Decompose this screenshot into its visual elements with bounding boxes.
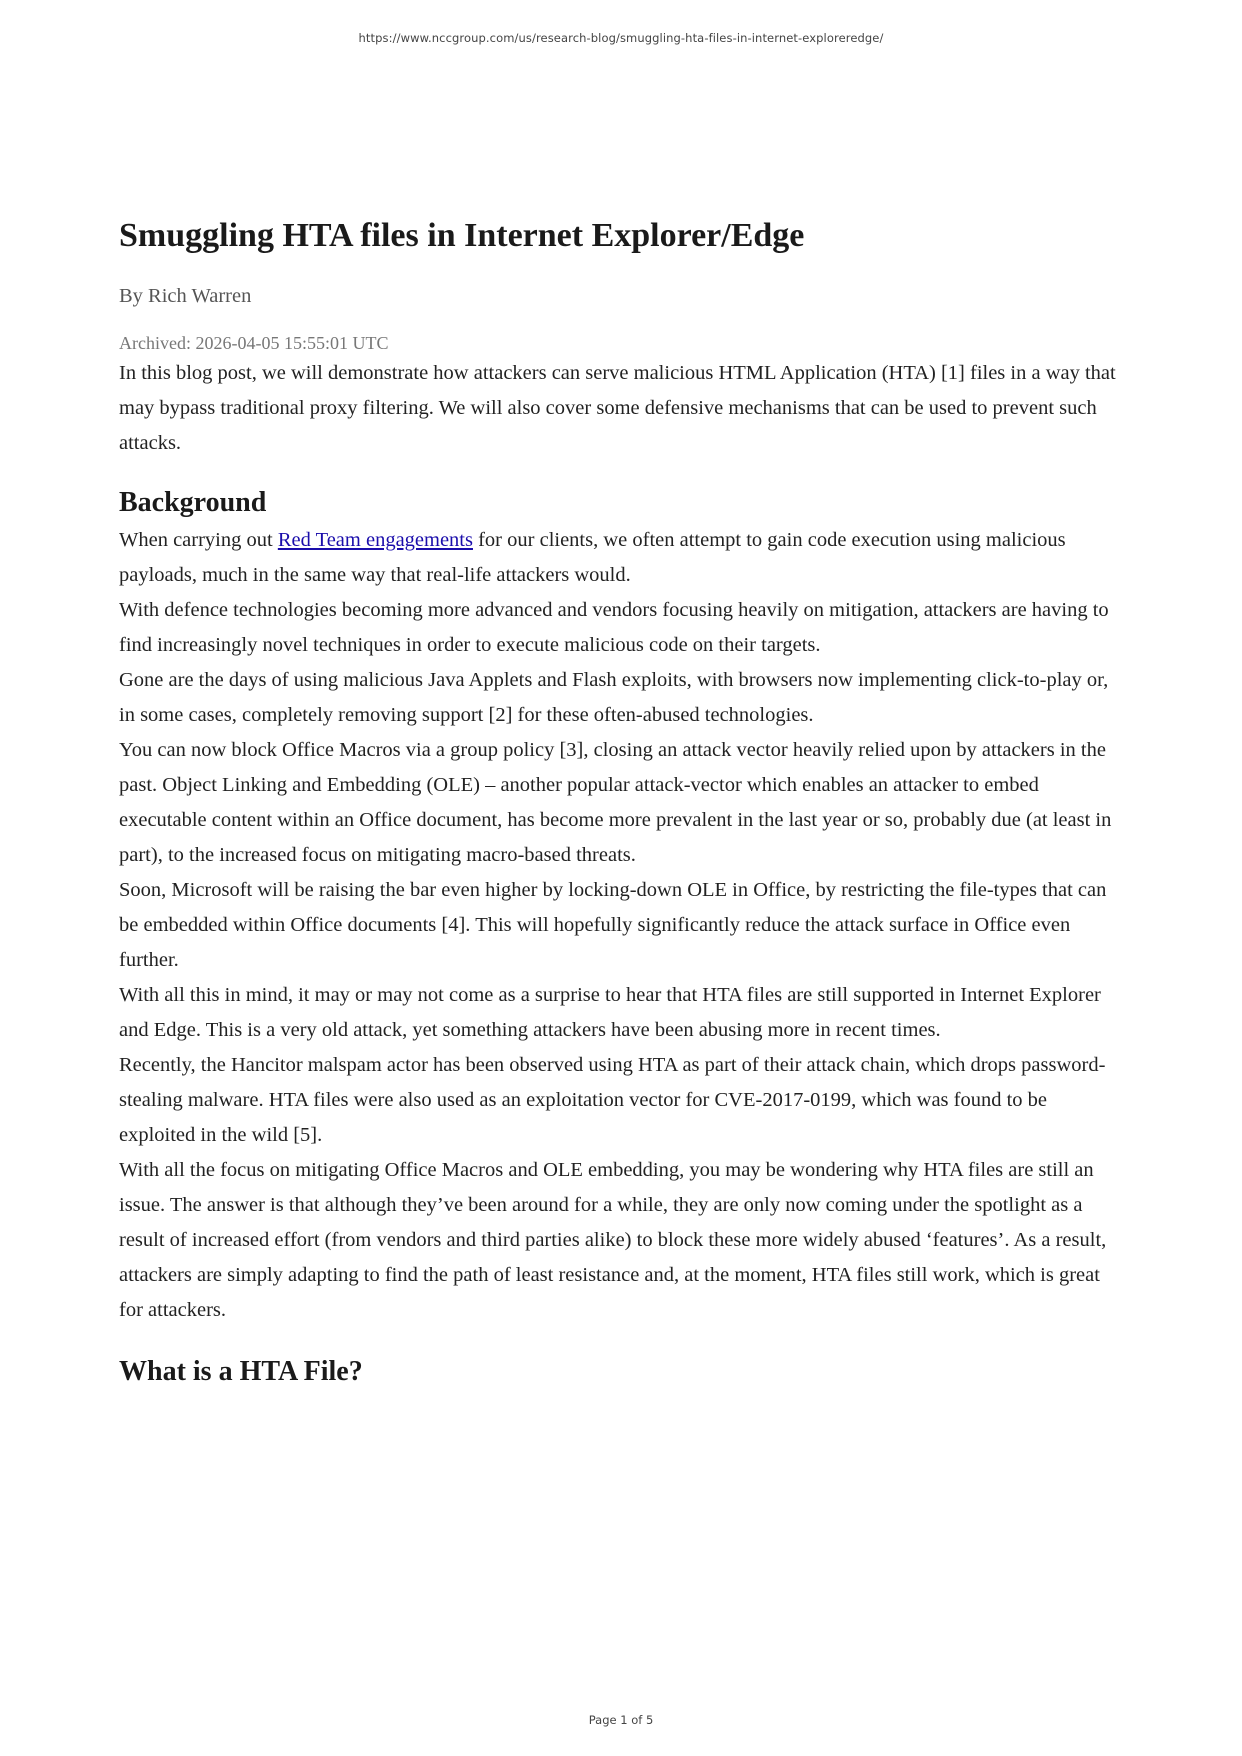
background-paragraph-1 xyxy=(119,523,1127,593)
archived-timestamp: Archived: 2026-04-05 15:55:01 UTC xyxy=(119,333,389,353)
intro-paragraph: In this blog post, we will demonstrate how attackers can serve malicious HTML Application (HTA) [1] files in a way that may bypass traditional proxy filtering. We will also cover some defensive mechanisms that can be used to prevent such attacks. xyxy=(119,362,1116,454)
background-paragraph-5: Soon, Microsoft will be raising the bar even higher by locking-down OLE in Office, by restricting the file-types that can be embedded within Office documents [4]. This will hopefully significantly reduce the attack surface in Office even further. xyxy=(119,879,1107,971)
paragraph-text: for our clients, we often attempt to gain code execution using malicious payloads, much in the same way that real-life attackers would. xyxy=(119,529,1066,586)
article-body xyxy=(119,214,1127,1392)
background-paragraph-2: With defence technologies becoming more advanced and vendors focusing heavily on mitigation, attackers are having to find increasingly novel techniques in order to execute malicious code on their targets. xyxy=(119,599,1109,656)
background-heading: Background xyxy=(119,487,267,518)
background-paragraph-3: Gone are the days of using malicious Java Applets and Flash exploits, with browsers now implementing click-to-play or, in some cases, completely removing support [2] for these often-abused technologies. xyxy=(119,669,1109,726)
page-number: Page 1 of 5 xyxy=(588,1713,654,1727)
background-paragraph-7: Recently, the Hancitor malspam actor has been observed using HTA as part of their attack chain, which drops password-stealing malware. HTA files were also used as an exploitation vector for CVE-2017-0199, which was found to be exploited in the wild [5]. xyxy=(119,1054,1106,1146)
red-team-engagements-link[interactable]: Red Team engagements xyxy=(277,529,473,551)
article-byline: By Rich Warren xyxy=(119,285,252,307)
page-url-header: https://www.nccgroup.com/us/research-blog/smuggling-hta-files-in-internet-exploreredge/ xyxy=(358,31,884,45)
background-paragraph-6: With all this in mind, it may or may not come as a surprise to hear that HTA files are still supported in Internet Explorer and Edge. This is a very old attack, yet something attackers have been abusing more in recent times. xyxy=(119,984,1101,1041)
what-is-hta-heading: What is a HTA File? xyxy=(119,1356,363,1387)
background-paragraph-4: You can now block Office Macros via a group policy [3], closing an attack vector heavily relied upon by attackers in the past. Object Linking and Embedding (OLE) – another popular attack-vector which enables an attacker to embed executable content within an Office document, has become more prevalent in the last year or so, probably due (at least in part), to the increased focus on mitigating macro-based threats. xyxy=(119,739,1112,866)
background-paragraph-8: With all the focus on mitigating Office Macros and OLE embedding, you may be wondering why HTA files are still an issue. The answer is that although they’ve been around for a while, they are only now coming under the spotlight as a result of increased effort (from vendors and third parties alike) to block these more widely abused ‘features’. As a result, attackers are simply adapting to find the path of least resistance and, at the moment, HTA files still work, which is great for attackers. xyxy=(119,1159,1107,1321)
article-title: Smuggling HTA files in Internet Explorer/Edge xyxy=(119,217,805,254)
paragraph-text: When carrying out xyxy=(119,529,278,551)
